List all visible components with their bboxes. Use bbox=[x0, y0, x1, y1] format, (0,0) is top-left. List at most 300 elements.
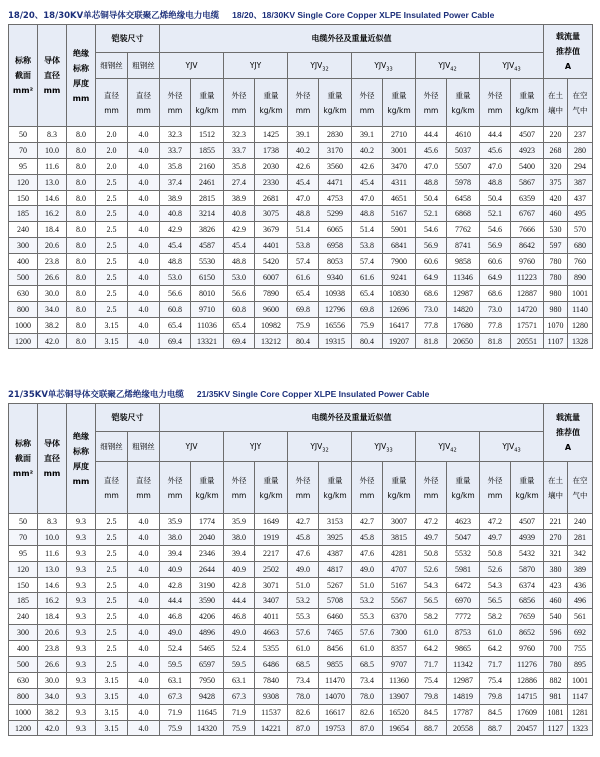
table-cell: 5432 bbox=[511, 545, 544, 561]
table-cell: 4651 bbox=[383, 190, 416, 206]
header-fine-wire: 细钢丝 bbox=[96, 432, 128, 462]
table-cell: 5870 bbox=[511, 561, 544, 577]
table-cell: 13.0 bbox=[38, 561, 67, 577]
table-cell: 54.6 bbox=[416, 222, 447, 238]
table-cell: 73.4 bbox=[288, 672, 319, 688]
table-cell: 49.7 bbox=[480, 529, 511, 545]
table-cell: 54.3 bbox=[416, 577, 447, 593]
table-cell: 2330 bbox=[255, 174, 288, 190]
table-cell: 9.3 bbox=[67, 672, 96, 688]
table-row bbox=[9, 206, 593, 222]
table-cell: 42.9 bbox=[224, 222, 255, 238]
table-cell: 3826 bbox=[191, 222, 224, 238]
table-cell: 890 bbox=[568, 270, 593, 286]
table-cell: 5507 bbox=[447, 158, 480, 174]
header-outer-diameter bbox=[416, 79, 447, 127]
table-cell: 30.0 bbox=[38, 672, 67, 688]
weight-line: 重量 bbox=[391, 475, 407, 485]
header-outer-diameter bbox=[160, 79, 191, 127]
table-cell: 8.3 bbox=[38, 514, 67, 530]
table-cell: 82.6 bbox=[352, 704, 383, 720]
header-armor-diameter bbox=[128, 79, 160, 127]
table-cell: 2.5 bbox=[96, 529, 128, 545]
table-cell: 2.5 bbox=[96, 593, 128, 609]
table-cell: 9760 bbox=[511, 641, 544, 657]
table-cell: 35.9 bbox=[160, 514, 191, 530]
od-line: 外径 bbox=[167, 475, 183, 485]
table-cell: 50 bbox=[9, 514, 38, 530]
table-cell: 7840 bbox=[255, 672, 288, 688]
table-cell: 882 bbox=[544, 672, 568, 688]
table-cell: 5530 bbox=[191, 254, 224, 270]
ampacity-line: 载流量 bbox=[556, 32, 580, 41]
table-cell: 12987 bbox=[447, 285, 480, 301]
table-cell: 52.6 bbox=[416, 561, 447, 577]
table-cell: 49.0 bbox=[224, 625, 255, 641]
table-cell: 33.7 bbox=[160, 142, 191, 158]
table-cell: 49.0 bbox=[160, 625, 191, 641]
diameter-line: 直径 bbox=[136, 475, 151, 485]
header-fine-wire: 细钢丝 bbox=[96, 53, 128, 79]
table-cell: 4.0 bbox=[128, 174, 160, 190]
table-cell: 45.6 bbox=[416, 142, 447, 158]
table-cell: 2160 bbox=[191, 158, 224, 174]
ground-line: 壤中 bbox=[548, 490, 563, 500]
table-cell: 77.8 bbox=[480, 317, 511, 333]
table-cell: 7666 bbox=[511, 222, 544, 238]
table-cell: 2.5 bbox=[96, 270, 128, 286]
header-weight bbox=[447, 79, 480, 127]
header-outer-diameter bbox=[416, 462, 447, 514]
table-cell: 6868 bbox=[447, 206, 480, 222]
ampacity-line: A bbox=[564, 62, 572, 71]
table-cell: 240 bbox=[9, 222, 38, 238]
table-cell: 4923 bbox=[511, 142, 544, 158]
od-line: mm bbox=[423, 490, 439, 500]
table-cell: 9.3 bbox=[67, 593, 96, 609]
table-cell: 4.0 bbox=[128, 577, 160, 593]
od-line: 外径 bbox=[295, 475, 311, 485]
table-cell: 70 bbox=[9, 529, 38, 545]
table-cell: 81.8 bbox=[416, 333, 447, 349]
table-cell: 33.7 bbox=[224, 142, 255, 158]
ampacity-line: 载流量 bbox=[556, 413, 580, 422]
table-cell: 49.7 bbox=[416, 529, 447, 545]
header-thick-wire: 粗钢丝 bbox=[128, 53, 160, 79]
table-cell: 11036 bbox=[191, 317, 224, 333]
table-cell: 4817 bbox=[319, 561, 352, 577]
table-cell: 51.4 bbox=[288, 222, 319, 238]
table-cell: 387 bbox=[568, 174, 593, 190]
table-cell: 3153 bbox=[319, 514, 352, 530]
table-cell: 4663 bbox=[255, 625, 288, 641]
table-cell: 20551 bbox=[511, 333, 544, 349]
table-cell: 48.8 bbox=[160, 254, 191, 270]
table-cell: 71.7 bbox=[480, 657, 511, 673]
table-cell: 7300 bbox=[383, 625, 416, 641]
table-cell: 120 bbox=[9, 174, 38, 190]
table-cell: 389 bbox=[568, 561, 593, 577]
header-weight bbox=[447, 462, 480, 514]
table-cell: 5901 bbox=[383, 222, 416, 238]
table-cell: 9.3 bbox=[67, 657, 96, 673]
table-cell: 55.3 bbox=[288, 609, 319, 625]
table-cell: 11342 bbox=[447, 657, 480, 673]
od-line: mm bbox=[167, 105, 183, 115]
insulation-line: mm bbox=[72, 93, 90, 103]
table-cell: 73.0 bbox=[416, 301, 447, 317]
table-cell: 8642 bbox=[511, 238, 544, 254]
table-cell: 2.5 bbox=[96, 301, 128, 317]
table-cell: 2030 bbox=[255, 158, 288, 174]
table-cell: 1774 bbox=[191, 514, 224, 530]
od-line: 外径 bbox=[487, 90, 503, 100]
ground-line: 壤中 bbox=[548, 105, 563, 115]
header-od-weight: 电缆外径及重量近似值 bbox=[160, 25, 544, 53]
table-cell: 8.0 bbox=[67, 301, 96, 317]
table-cell: 69.8 bbox=[288, 301, 319, 317]
table-cell: 38.0 bbox=[224, 529, 255, 545]
table-cell: 5167 bbox=[383, 206, 416, 222]
table-row bbox=[9, 545, 593, 561]
table-cell: 35.8 bbox=[224, 158, 255, 174]
ground-line: 在土 bbox=[548, 90, 563, 100]
table-cell: 54.6 bbox=[480, 222, 511, 238]
table-cell: 65.4 bbox=[160, 317, 191, 333]
table-cell: 38.2 bbox=[38, 704, 67, 720]
table-cell: 11.6 bbox=[38, 545, 67, 561]
table-cell: 48.8 bbox=[416, 174, 447, 190]
type-subscript: 42 bbox=[450, 447, 457, 454]
table-cell: 63.1 bbox=[224, 672, 255, 688]
table-cell: 1323 bbox=[568, 720, 593, 736]
table-cell: 760 bbox=[568, 254, 593, 270]
table-cell: 45.4 bbox=[352, 174, 383, 190]
weight-line: kg/km bbox=[323, 490, 347, 500]
table-cell: 56.6 bbox=[160, 285, 191, 301]
table-cell: 240 bbox=[568, 514, 593, 530]
table-row bbox=[9, 127, 593, 143]
table-cell: 6007 bbox=[255, 270, 288, 286]
table-cell: 185 bbox=[9, 206, 38, 222]
table-cell: 16417 bbox=[383, 317, 416, 333]
table-cell: 4311 bbox=[383, 174, 416, 190]
table-cell: 17571 bbox=[511, 317, 544, 333]
insulation-line: 厚度 bbox=[73, 461, 89, 471]
table-cell: 40.2 bbox=[352, 142, 383, 158]
table-cell: 1147 bbox=[568, 688, 593, 704]
air-line: 在空 bbox=[572, 475, 588, 485]
type-label: YJY bbox=[249, 442, 262, 451]
header-outer-diameter bbox=[352, 79, 383, 127]
table-cell: 1200 bbox=[9, 720, 38, 736]
table-cell: 20.6 bbox=[38, 625, 67, 641]
table-cell: 2.5 bbox=[96, 561, 128, 577]
table-cell: 8.0 bbox=[67, 190, 96, 206]
weight-line: kg/km bbox=[259, 105, 283, 115]
table-cell: 2.5 bbox=[96, 514, 128, 530]
table-cell: 56.5 bbox=[416, 593, 447, 609]
header-armor-diameter bbox=[96, 79, 128, 127]
table-cell: 9.3 bbox=[67, 545, 96, 561]
table-cell: 6486 bbox=[255, 657, 288, 673]
table-cell: 4.0 bbox=[128, 625, 160, 641]
table-cell: 3470 bbox=[383, 158, 416, 174]
weight-line: kg/km bbox=[451, 490, 475, 500]
header-weight bbox=[255, 79, 288, 127]
od-line: mm bbox=[295, 105, 311, 115]
table-cell: 4.0 bbox=[128, 514, 160, 530]
table-row bbox=[9, 625, 593, 641]
table-cell: 6970 bbox=[447, 593, 480, 609]
type-subscript: 43 bbox=[514, 66, 521, 73]
table-cell: 71.9 bbox=[224, 704, 255, 720]
table-cell: 53.8 bbox=[352, 238, 383, 254]
table-cell: 9710 bbox=[191, 301, 224, 317]
table-row bbox=[9, 514, 593, 530]
table-row bbox=[9, 577, 593, 593]
table-cell: 6374 bbox=[511, 577, 544, 593]
od-line: 外径 bbox=[359, 90, 375, 100]
table-cell: 2.5 bbox=[96, 238, 128, 254]
weight-line: kg/km bbox=[195, 105, 219, 115]
table-cell: 44.4 bbox=[224, 593, 255, 609]
weight-line: 重量 bbox=[455, 475, 471, 485]
table-cell: 1107 bbox=[544, 333, 568, 349]
table-cell: 436 bbox=[568, 577, 593, 593]
table-cell: 9340 bbox=[319, 270, 352, 286]
table-row bbox=[9, 285, 593, 301]
table-cell: 75.9 bbox=[160, 720, 191, 736]
table-cell: 321 bbox=[544, 545, 568, 561]
table1-title-cn: 18/20、18/30KV单芯铜导体交联聚乙烯绝缘电力电缆 bbox=[8, 11, 220, 21]
table-cell: 6458 bbox=[447, 190, 480, 206]
insulation-line: 绝缘 bbox=[73, 48, 89, 58]
table-cell: 84.5 bbox=[480, 704, 511, 720]
table-cell: 71.7 bbox=[416, 657, 447, 673]
table-cell: 4.0 bbox=[128, 641, 160, 657]
table-cell: 47.2 bbox=[416, 514, 447, 530]
header-insulation-thickness bbox=[67, 404, 96, 514]
table-cell: 500 bbox=[9, 657, 38, 673]
table-cell: 52.6 bbox=[480, 561, 511, 577]
table-row bbox=[9, 190, 593, 206]
table-cell: 54.3 bbox=[480, 577, 511, 593]
header-weight bbox=[191, 79, 224, 127]
od-line: 外径 bbox=[487, 475, 503, 485]
table-cell: 375 bbox=[544, 174, 568, 190]
table-row bbox=[9, 657, 593, 673]
table-cell: 1081 bbox=[544, 704, 568, 720]
table-cell: 6841 bbox=[383, 238, 416, 254]
table-cell: 40.9 bbox=[224, 561, 255, 577]
table-cell: 6460 bbox=[319, 609, 352, 625]
table-cell: 2.5 bbox=[96, 577, 128, 593]
table-cell: 7950 bbox=[191, 672, 224, 688]
table-cell: 14.6 bbox=[38, 190, 67, 206]
table-cell: 9855 bbox=[319, 657, 352, 673]
table-cell: 78.0 bbox=[288, 688, 319, 704]
table-cell: 185 bbox=[9, 593, 38, 609]
table-cell: 8.0 bbox=[67, 285, 96, 301]
header-type-yjv33 bbox=[352, 53, 416, 79]
table-cell: 2.5 bbox=[96, 190, 128, 206]
table-cell: 980 bbox=[544, 285, 568, 301]
table-cell: 400 bbox=[9, 254, 38, 270]
table-cell: 18.4 bbox=[38, 222, 67, 238]
table-cell: 27.4 bbox=[224, 174, 255, 190]
table-cell: 4.0 bbox=[128, 285, 160, 301]
table-cell: 400 bbox=[9, 641, 38, 657]
type-subscript: 32 bbox=[322, 447, 329, 454]
table-cell: 380 bbox=[544, 561, 568, 577]
table-cell: 8.0 bbox=[67, 270, 96, 286]
table-row bbox=[9, 222, 593, 238]
header-type-yjv bbox=[160, 432, 224, 462]
table-cell: 65.4 bbox=[352, 285, 383, 301]
table-cell: 2.5 bbox=[96, 174, 128, 190]
header-weight bbox=[383, 462, 416, 514]
conductor-line: 直径 bbox=[44, 454, 60, 463]
diameter-line: 直径 bbox=[104, 90, 119, 100]
table-cell: 423 bbox=[544, 577, 568, 593]
table-cell: 42.8 bbox=[160, 577, 191, 593]
table-cell: 30.0 bbox=[38, 285, 67, 301]
table-cell: 2.5 bbox=[96, 625, 128, 641]
od-line: mm bbox=[359, 105, 375, 115]
type-label: YJV bbox=[185, 442, 198, 451]
table-cell: 47.2 bbox=[480, 514, 511, 530]
table-cell: 61.0 bbox=[416, 625, 447, 641]
table-cell: 11346 bbox=[447, 270, 480, 286]
table-cell: 44.4 bbox=[160, 593, 191, 609]
nominal-line: 截面 bbox=[15, 71, 31, 80]
table-cell: 9241 bbox=[383, 270, 416, 286]
table1-section bbox=[8, 6, 592, 349]
table-cell: 9.3 bbox=[67, 704, 96, 720]
od-line: mm bbox=[231, 105, 247, 115]
header-outer-diameter bbox=[160, 462, 191, 514]
header-armor-size: 铠装尺寸 bbox=[96, 25, 160, 53]
table1-title bbox=[8, 6, 592, 24]
table-cell: 6958 bbox=[319, 238, 352, 254]
table-cell: 4.0 bbox=[128, 317, 160, 333]
table-cell: 2502 bbox=[255, 561, 288, 577]
table-cell: 78.0 bbox=[352, 688, 383, 704]
table2-section bbox=[8, 385, 592, 736]
table-cell: 47.0 bbox=[480, 158, 511, 174]
table-cell: 2217 bbox=[255, 545, 288, 561]
weight-line: 重量 bbox=[263, 90, 279, 100]
table-cell: 64.2 bbox=[416, 641, 447, 657]
table-cell: 9.3 bbox=[67, 720, 96, 736]
header-in-ground bbox=[544, 79, 568, 127]
table-cell: 16556 bbox=[319, 317, 352, 333]
header-type-yjy bbox=[224, 53, 288, 79]
weight-line: 重量 bbox=[519, 90, 535, 100]
type-label: YJV bbox=[502, 442, 515, 451]
table-cell: 3.15 bbox=[96, 688, 128, 704]
nominal-line: mm² bbox=[12, 86, 34, 95]
table-cell: 5532 bbox=[447, 545, 480, 561]
header-ampacity bbox=[544, 25, 593, 79]
table-cell: 69.4 bbox=[160, 333, 191, 349]
table-cell: 60.6 bbox=[480, 254, 511, 270]
table-cell: 1649 bbox=[255, 514, 288, 530]
table-cell: 2.0 bbox=[96, 142, 128, 158]
table-cell: 49.0 bbox=[288, 561, 319, 577]
table-cell: 4623 bbox=[447, 514, 480, 530]
header-type-yjy bbox=[224, 432, 288, 462]
table-cell: 26.6 bbox=[38, 657, 67, 673]
table-cell: 14819 bbox=[447, 688, 480, 704]
table-cell: 1281 bbox=[568, 704, 593, 720]
table-cell: 53.2 bbox=[352, 593, 383, 609]
table-cell: 40.9 bbox=[160, 561, 191, 577]
table-cell: 56.9 bbox=[480, 238, 511, 254]
table-cell: 14320 bbox=[191, 720, 224, 736]
table-cell: 50 bbox=[9, 127, 38, 143]
table-cell: 2710 bbox=[383, 127, 416, 143]
table-cell: 7900 bbox=[383, 254, 416, 270]
table-cell: 240 bbox=[9, 609, 38, 625]
table-cell: 2346 bbox=[191, 545, 224, 561]
table-cell: 9.3 bbox=[67, 625, 96, 641]
table-cell: 38.0 bbox=[160, 529, 191, 545]
table-cell: 4.0 bbox=[128, 142, 160, 158]
table-row bbox=[9, 688, 593, 704]
header-weight bbox=[191, 462, 224, 514]
table-cell: 13212 bbox=[255, 333, 288, 349]
table-cell: 16.2 bbox=[38, 593, 67, 609]
table-cell: 88.7 bbox=[416, 720, 447, 736]
table-cell: 26.6 bbox=[38, 270, 67, 286]
table-cell: 692 bbox=[568, 625, 593, 641]
table-cell: 32.3 bbox=[160, 127, 191, 143]
insulation-line: 绝缘 bbox=[73, 431, 89, 441]
table-cell: 45.8 bbox=[288, 529, 319, 545]
table-cell: 42.6 bbox=[288, 158, 319, 174]
table-cell: 8.0 bbox=[67, 206, 96, 222]
cable-table-2 bbox=[8, 403, 593, 736]
table-cell: 42.6 bbox=[352, 158, 383, 174]
table-cell: 780 bbox=[544, 270, 568, 286]
nominal-line: 截面 bbox=[15, 454, 31, 463]
table-cell: 38.2 bbox=[38, 317, 67, 333]
table-cell: 4.0 bbox=[128, 657, 160, 673]
table-cell: 6597 bbox=[191, 657, 224, 673]
table-cell: 4.0 bbox=[128, 672, 160, 688]
table-cell: 10938 bbox=[319, 285, 352, 301]
table-cell: 4.0 bbox=[128, 529, 160, 545]
table-cell: 19753 bbox=[319, 720, 352, 736]
table-cell: 67.3 bbox=[160, 688, 191, 704]
table-cell: 11470 bbox=[319, 672, 352, 688]
table-cell: 47.6 bbox=[288, 545, 319, 561]
table-cell: 7659 bbox=[511, 609, 544, 625]
table-row bbox=[9, 254, 593, 270]
table-cell: 8.0 bbox=[67, 333, 96, 349]
table-cell: 755 bbox=[568, 641, 593, 657]
table-cell: 4.0 bbox=[128, 238, 160, 254]
table-cell: 44.4 bbox=[416, 127, 447, 143]
table2-title-en: 21/35KV Single Core Copper XLPE Insulated Power Cable bbox=[196, 389, 430, 399]
table-cell: 19654 bbox=[383, 720, 416, 736]
table-cell: 300 bbox=[9, 625, 38, 641]
table-cell: 5420 bbox=[255, 254, 288, 270]
table-cell: 420 bbox=[544, 190, 568, 206]
table-cell: 460 bbox=[544, 206, 568, 222]
